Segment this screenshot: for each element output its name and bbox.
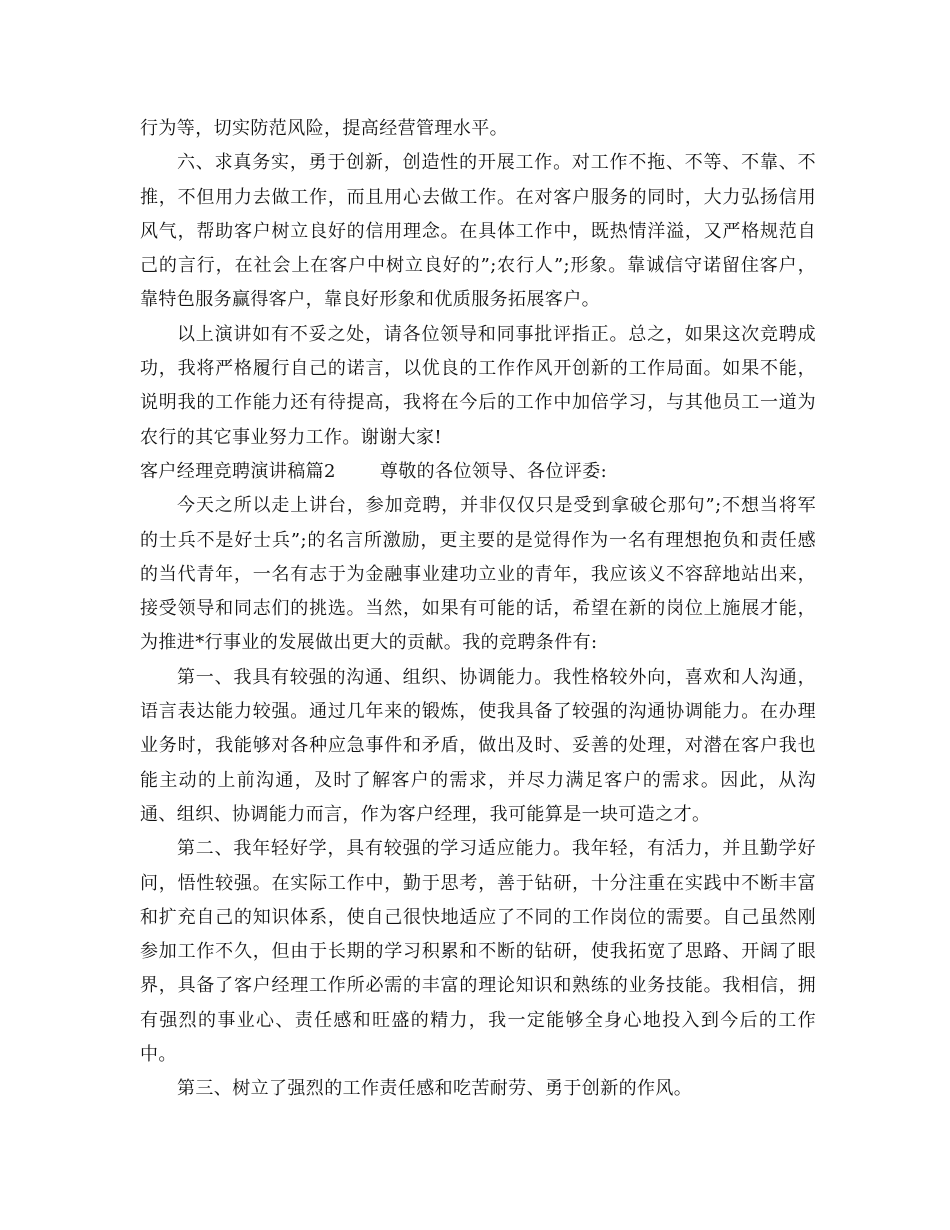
paragraph-qualification-two: 第二、我年轻好学，具有较强的学习适应能力。我年轻，有活力，并且勤学好问，悟性较强。在实际工作中，勤于思考，善于钻研，十分注重在实践中不断丰富和扩充自己的知识体系，使自己很快地适应了不同的工作岗位的需要。自己虽然刚参加工作不久，但由于长期的学习积累和不断的钻研，使我拓宽了思路、开阔了眼界，具备了客户经理工作所必需的丰富的理论知识和熟练的业务技能。我相信，拥有强烈的事业心、责任感和旺盛的精力，我一定能够全身心地投入到今后的工作中。 [140,838,816,1066]
paragraph-qualification-three: 第三、树立了强烈的工作责任感和吃苦耐劳、勇于创新的作风。 [177,1078,693,1100]
paragraph-qualification-one: 第一、我具有较强的沟通、组织、协调能力。我性格较外向，喜欢和人沟通，语言表达能力较强。通过几年来的锻炼，使我具备了较强的沟通协调能力。在办理业务时，我能够对各种应急事件和矛盾，做出及时、妥善的处理，对潜在客户我也能主动的上前沟通，及时了解客户的需求，并尽力满足客户的需求。因此，从沟通、组织、协调能力而言，作为客户经理，我可能算是一块可造之才。 [140,666,816,825]
paragraph-opening: 今天之所以走上讲台，参加竞聘，并非仅仅只是受到拿破仑那句”;不想当将军的士兵不是好士兵”;的名言所激励，更主要的是觉得作为一名有理想抱负和责任感的当代青年，一名有志于为金融事业建功立业的青年，我应该义不容辞地站出来，接受领导和同志们的挑选。当然，如果有可能的话，希望在新的岗位上施展才能，为推进*行事业的发展做出更大的贡献。我的竞聘条件有: [140,495,816,654]
section-heading-line [140,455,816,489]
salutation: 尊敬的各位领导、各位评委: [379,460,608,482]
paragraph-point-six: 六、求真务实，勇于创新，创造性的开展工作。对工作不拖、不等、不靠、不推，不但用力去做工作，而且用心去做工作。在对客户服务的同时，大力弘扬信用风气，帮助客户树立良好的信用理念。在具体工作中，既热情洋溢，又严格规范自己的言行，在社会上在客户中树立良好的”;农行人”;形象。靠诚信守诺留住客户，靠特色服务赢得客户，靠良好形象和优质服务拓展客户。 [140,152,816,311]
section-title: 客户经理竞聘演讲稿篇2 [140,460,336,482]
document-body [140,112,816,1107]
paragraph-continuation: 行为等，切实防范风险，提高经营管理水平。 [140,118,508,139]
paragraph-closing: 以上演讲如有不妥之处，请各位领导和同事批评指正。总之，如果这次竞聘成功，我将严格履行自己的诺言，以优良的工作作风开创新的工作局面。如果不能，说明我的工作能力还有待提高，我将在今后的工作中加倍学习，与其他员工一道为农行的其它事业努力工作。谢谢大家! [140,323,816,448]
